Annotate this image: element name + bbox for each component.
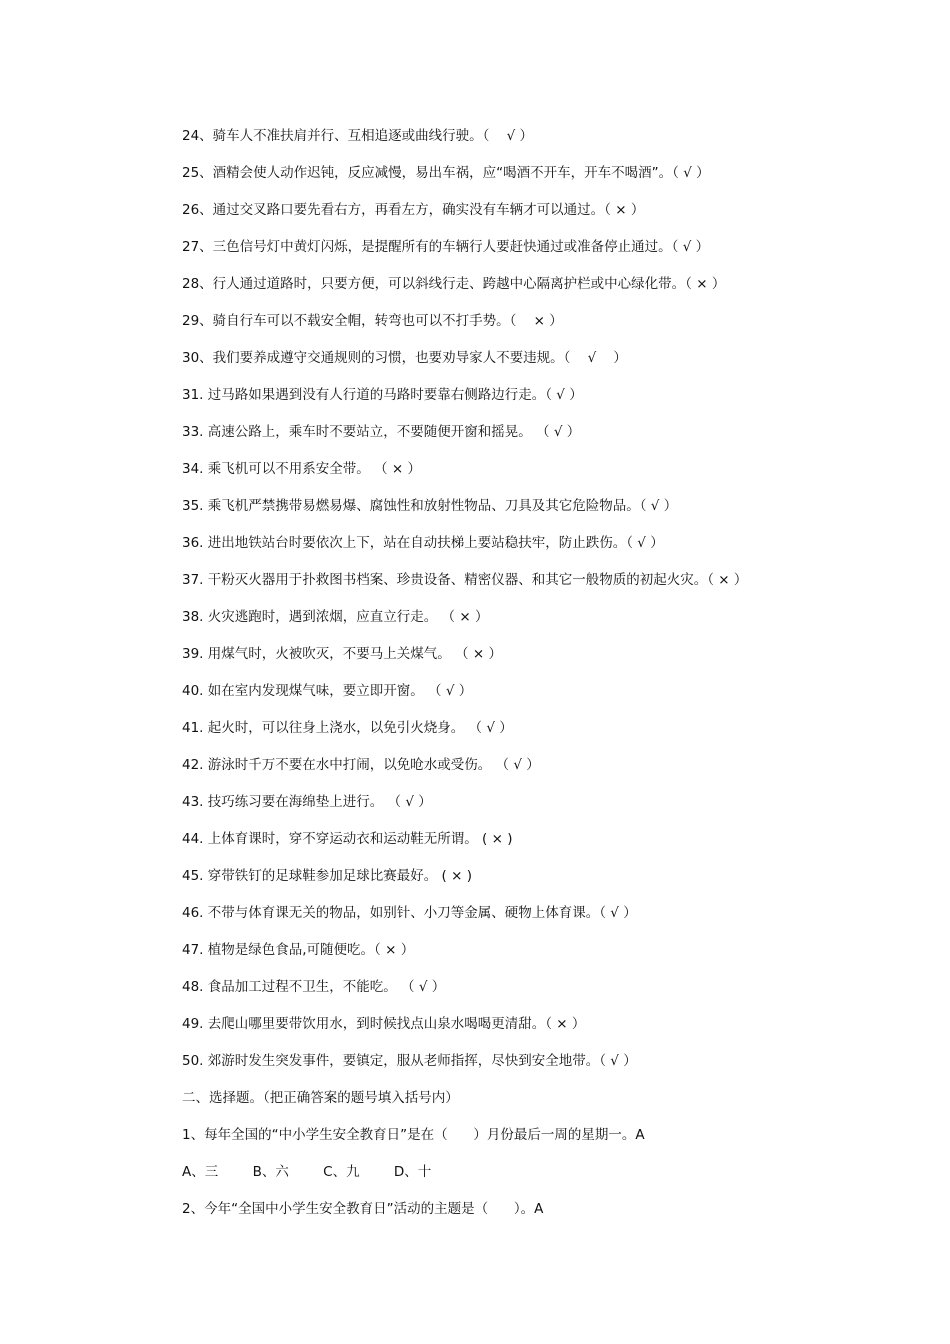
choice-question-2: 2、今年“全国中小学生安全教育日”活动的主题是（ ）。A bbox=[182, 1201, 544, 1217]
question-30: 30、我们要养成遵守交通规则的习惯，也要劝导家人不要违规。（ √ ） bbox=[182, 350, 627, 366]
question-34: 34. 乘飞机可以不用系安全带。 （ × ） bbox=[182, 461, 421, 477]
choice-question-1: 1、每年全国的“中小学生安全教育日”是在（ ）月份最后一周的星期一。A bbox=[182, 1127, 645, 1143]
question-27: 27、三色信号灯中黄灯闪烁，是提醒所有的车辆行人要赶快通过或准备停止通过。（ √ ） bbox=[182, 239, 710, 255]
question-42: 42. 游泳时千万不要在水中打闹，以免呛水或受伤。 （ √ ） bbox=[182, 757, 540, 773]
question-40: 40. 如在室内发现煤气味，要立即开窗。 （ √ ） bbox=[182, 683, 473, 699]
question-49: 49. 去爬山哪里要带饮用水，到时候找点山泉水喝喝更清甜。（ × ） bbox=[182, 1016, 586, 1032]
question-28: 28、行人通过道路时，只要方便，可以斜线行走、跨越中心隔离护栏或中心绿化带。（ × ） bbox=[182, 276, 726, 292]
question-41: 41. 起火时，可以往身上浇水，以免引火烧身。 （ √ ） bbox=[182, 720, 513, 736]
question-25: 25、酒精会使人动作迟钝，反应减慢，易出车祸，应“喝酒不开车，开车不喝酒”。（ √ ） bbox=[182, 165, 710, 181]
question-46: 46. 不带与体育课无关的物品，如别针、小刀等金属、硬物上体育课。（ √ ） bbox=[182, 905, 637, 921]
question-50: 50. 郊游时发生突发事件，要镇定，服从老师指挥，尽快到安全地带。（ √ ） bbox=[182, 1053, 637, 1069]
question-35: 35. 乘飞机严禁携带易燃易爆、腐蚀性和放射性物品、刀具及其它危险物品。（ √ ） bbox=[182, 498, 678, 514]
question-45: 45. 穿带铁钉的足球鞋参加足球比赛最好。 ( × ) bbox=[182, 868, 472, 884]
question-39: 39. 用煤气时，火被吹灭，不要马上关煤气。 （ × ） bbox=[182, 646, 502, 662]
question-48: 48. 食品加工过程不卫生，不能吃。 （ √ ） bbox=[182, 979, 446, 995]
question-37: 37. 干粉灭火器用于扑救图书档案、珍贵设备、精密仪器、和其它一般物质的初起火灾。（ × ） bbox=[182, 572, 748, 588]
question-list bbox=[182, 123, 802, 1233]
section-heading-choice: 二、选择题。（把正确答案的题号填入括号内） bbox=[182, 1090, 459, 1106]
question-29: 29、骑自行车可以不载安全帽，转弯也可以不打手势。（ × ） bbox=[182, 313, 563, 329]
question-36: 36. 进出地铁站台时要依次上下，站在自动扶梯上要站稳扶牢，防止跌伤。（ √ ） bbox=[182, 535, 664, 551]
choice-options-1: A、三 B、六 C、九 D、十 bbox=[182, 1164, 432, 1180]
question-43: 43. 技巧练习要在海绵垫上进行。 （ √ ） bbox=[182, 794, 432, 810]
question-33: 33. 高速公路上，乘车时不要站立，不要随便开窗和摇晃。 （ √ ） bbox=[182, 424, 581, 440]
question-38: 38. 火灾逃跑时，遇到浓烟，应直立行走。 （ × ） bbox=[182, 609, 489, 625]
question-24: 24、骑车人不准扶肩并行、互相追逐或曲线行驶。（ √ ） bbox=[182, 128, 533, 144]
question-31: 31. 过马路如果遇到没有人行道的马路时要靠右侧路边行走。（ √ ） bbox=[182, 387, 583, 403]
question-47: 47. 植物是绿色食品,可随便吃。（ × ） bbox=[182, 942, 415, 958]
question-44: 44. 上体育课时，穿不穿运动衣和运动鞋无所谓。 ( × ) bbox=[182, 831, 513, 847]
question-26: 26、通过交叉路口要先看右方，再看左方，确实没有车辆才可以通过。（ × ） bbox=[182, 202, 645, 218]
